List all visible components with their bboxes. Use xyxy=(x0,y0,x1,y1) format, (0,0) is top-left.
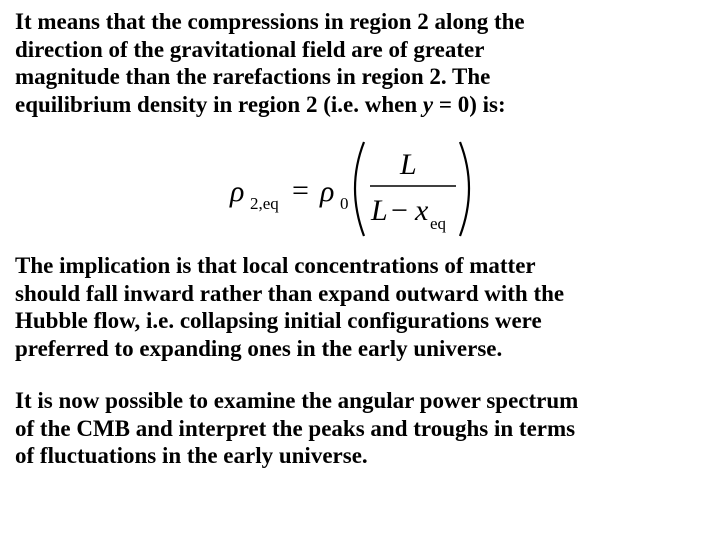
text-line: preferred to expanding ones in the early universe. xyxy=(15,335,503,361)
text-line: should fall inward rather than expand outward with the xyxy=(15,280,565,306)
equilibrium-density-equation xyxy=(228,136,478,240)
denominator-subscript: eq xyxy=(430,214,447,233)
rhs-rho-symbol: ρ xyxy=(320,175,335,208)
equation-svg xyxy=(228,136,478,240)
text-line: The implication is that local concentrations of matter xyxy=(15,253,536,278)
left-parenthesis xyxy=(355,142,364,236)
paragraph-compressions xyxy=(15,8,715,118)
text-line: magnitude than the rarefactions in region 2. The xyxy=(15,64,491,89)
text-fragment: = 0) is: xyxy=(433,91,506,117)
numerator-L: L xyxy=(400,148,417,181)
text-line: of the CMB and interpret the peaks and troughs in terms xyxy=(15,415,576,441)
text-line: It means that the compressions in region 2 along the xyxy=(15,9,525,34)
text-line xyxy=(15,91,715,119)
text-line: It is now possible to examine the angular power spectrum xyxy=(15,388,579,413)
equals-sign: = xyxy=(292,174,309,207)
variable-y: y xyxy=(422,91,434,117)
denominator-x: x xyxy=(415,194,429,227)
denominator-L: L xyxy=(371,194,388,227)
right-parenthesis xyxy=(460,142,469,236)
denominator-minus: − xyxy=(391,194,408,227)
paragraph-cmb xyxy=(15,387,715,470)
lhs-subscript: 2,eq xyxy=(250,194,279,213)
paragraph-implication xyxy=(15,252,715,362)
text-line: Hubble flow, i.e. collapsing initial configurations were xyxy=(15,308,542,333)
text-line: of fluctuations in the early universe. xyxy=(15,443,368,468)
text-line: direction of the gravitational field are of greater xyxy=(15,36,485,62)
text-fragment: equilibrium density in region 2 (i.e. when xyxy=(15,91,423,117)
lhs-rho-symbol: ρ xyxy=(230,175,245,208)
rhs-subscript: 0 xyxy=(340,194,349,213)
